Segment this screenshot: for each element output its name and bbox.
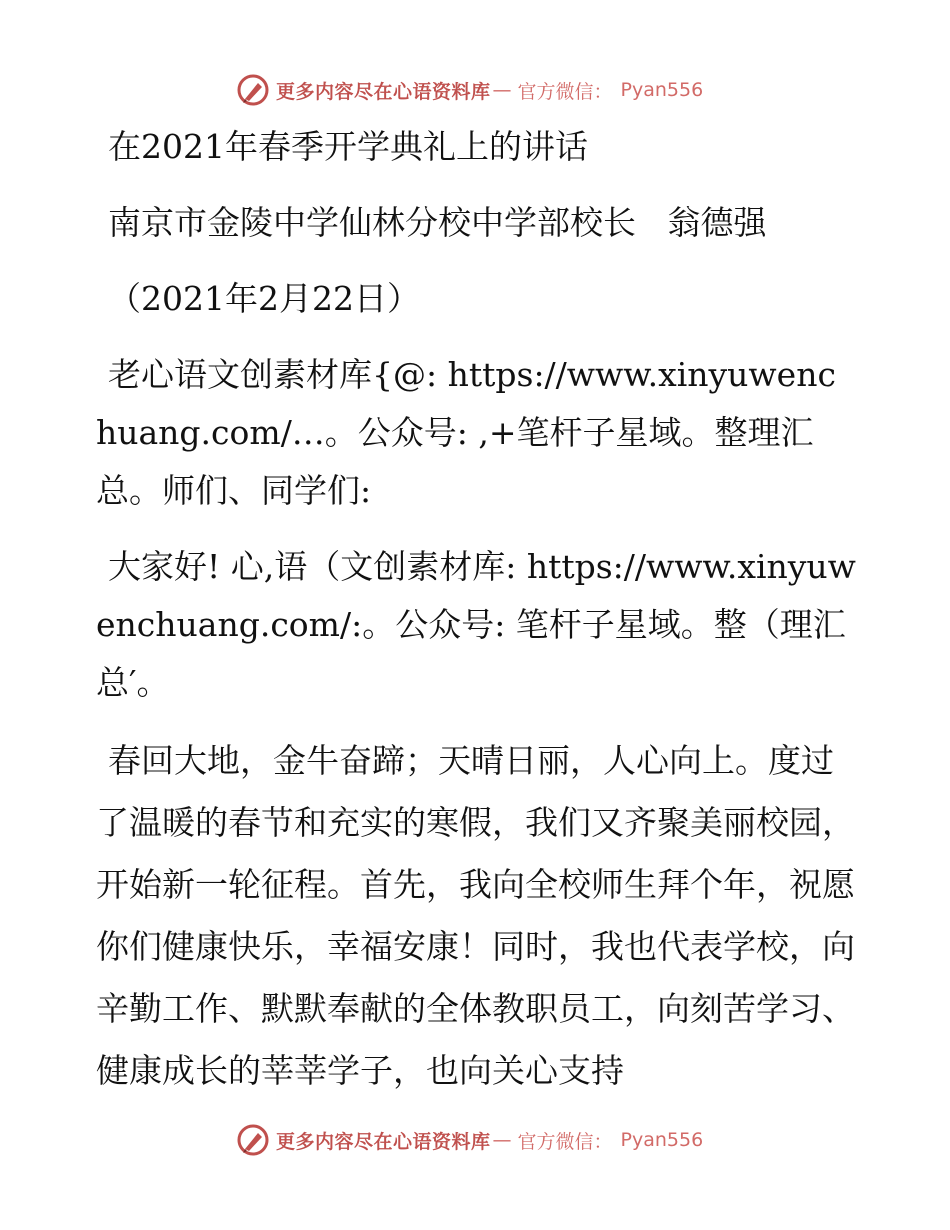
header-banner[interactable] (236, 70, 703, 110)
page-title: 在2021年春季开学典礼上的讲话 (108, 127, 588, 166)
banner-label: 官方微信： (517, 1130, 613, 1153)
pen-logo-icon (236, 73, 270, 107)
banner-text: 更多内容尽在心语资料库 (276, 1130, 491, 1153)
document-body (96, 118, 856, 1120)
paragraph-1: 老心语文创素材库{@: https://www.xinyuwenchuang.com/…。公众号: ,+笔杆子星域。整理汇总。师们、同学们: (96, 355, 836, 510)
banner-label: 官方微信： (517, 80, 613, 103)
banner-dash: — (492, 79, 512, 101)
author-line: 南京市金陵中学仙林分校中学部校长 翁德强 (108, 203, 767, 242)
paragraph-2: 大家好! 心,语（文创素材库: https://www.xinyuwenchuang.com/:。公众号: 笔杆子星域。整（理汇总′。 (96, 547, 856, 702)
paragraph-3: 春回大地，金牛奋蹄；天晴日丽，人心向上。度过了温暖的春节和充实的寒假，我们又齐聚美丽校园，开始新一轮征程。首先，我向全校师生拜个年，祝愿你们健康快乐，幸福安康！同时，我也代表学校，向辛勤工作、默默奉献的全体教职员工，向刻苦学习、健康成长的莘莘学子，也向关心支持 (96, 741, 855, 1090)
date-line: （2021年2月22日） (108, 279, 420, 318)
wechat-id: Pyan556 (620, 79, 704, 101)
banner-text: 更多内容尽在心语资料库 (276, 80, 491, 103)
wechat-id: Pyan556 (620, 1129, 704, 1151)
footer-banner[interactable] (236, 1120, 703, 1160)
pen-logo-icon (236, 1123, 270, 1157)
banner-dash: — (492, 1129, 512, 1151)
